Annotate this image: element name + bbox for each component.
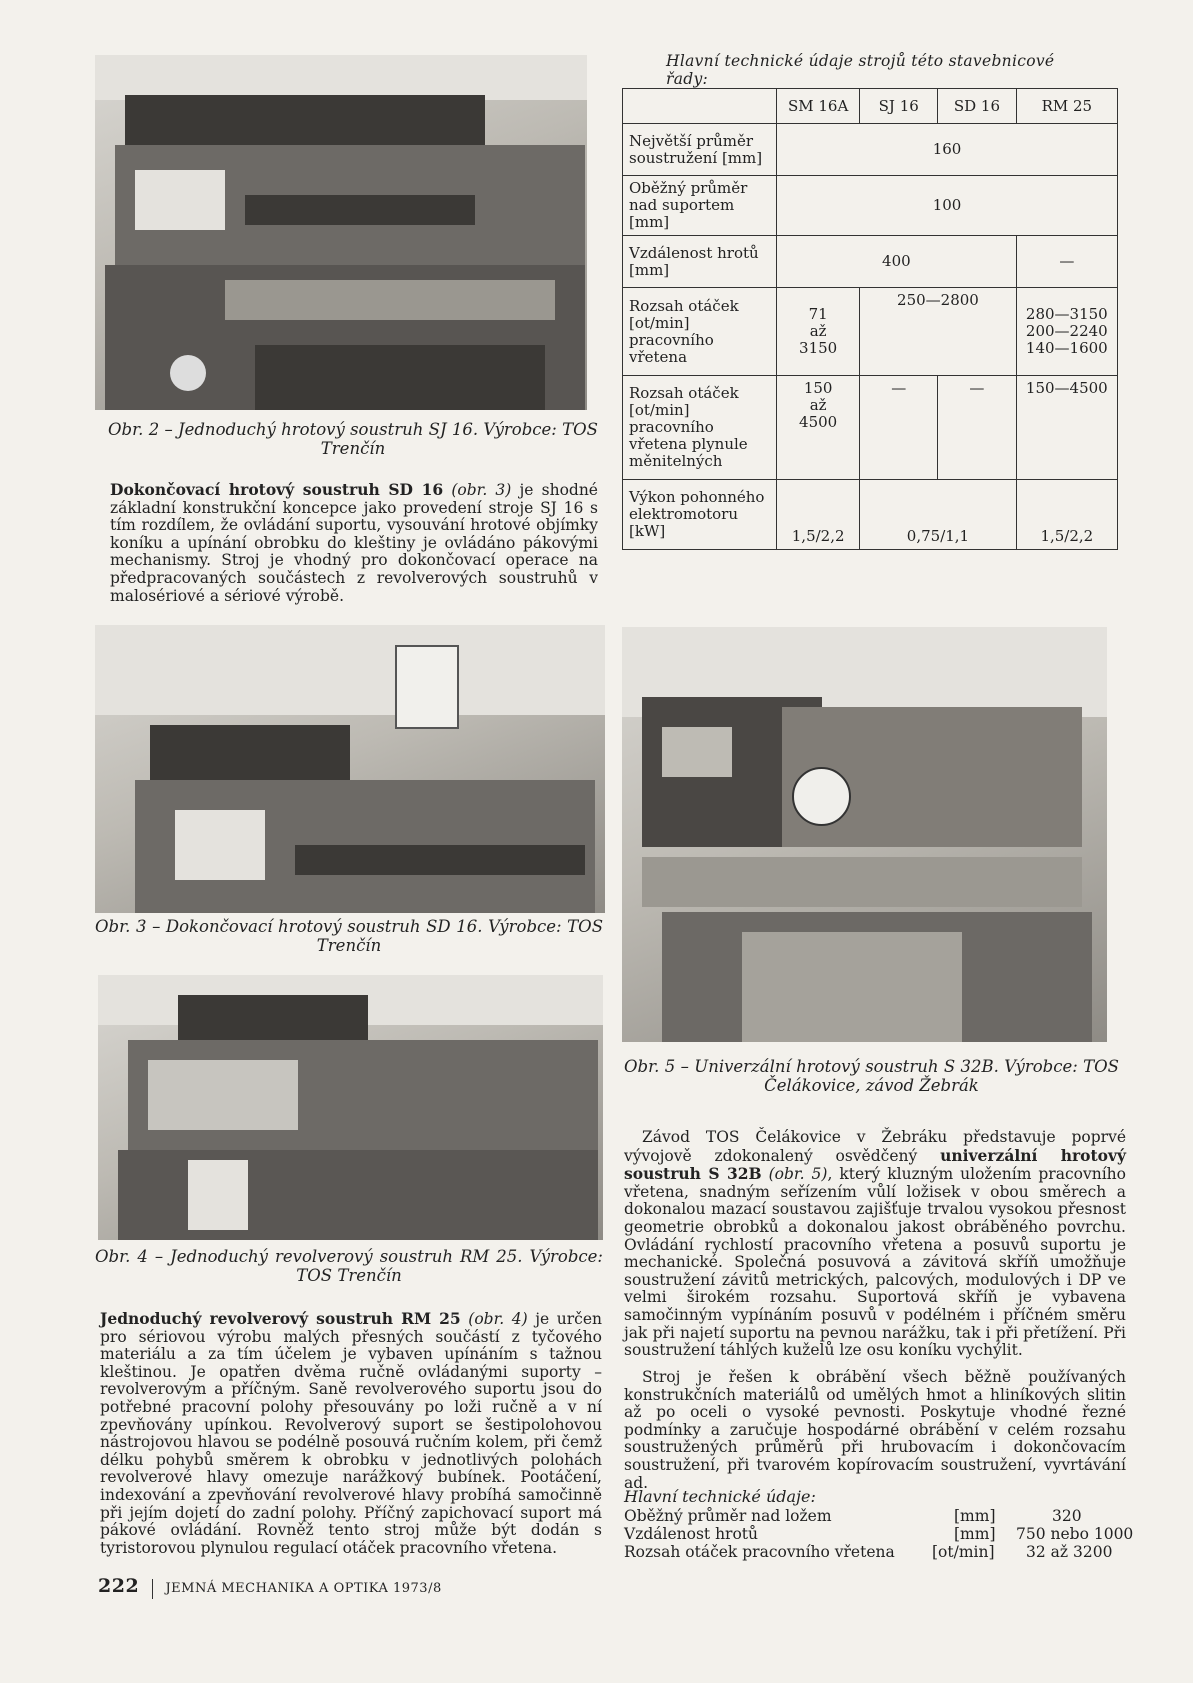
tech-heading: Hlavní technické údaje: bbox=[624, 1487, 816, 1506]
tech-unit: [ot/min] bbox=[932, 1543, 995, 1561]
cell-value: 150—4500 bbox=[1016, 376, 1117, 480]
page-number: 222 bbox=[98, 1575, 140, 1597]
cell-value: 1,5/2,2 bbox=[1016, 480, 1117, 550]
figure-2-photo bbox=[95, 55, 587, 410]
row-label: Rozsah otáček [ot/min] pracovního vřetena bbox=[623, 288, 777, 376]
table-row bbox=[623, 480, 1118, 550]
cell-value: 250—2800 bbox=[860, 288, 1016, 376]
tech-row bbox=[624, 1525, 1134, 1544]
cell-value: 71 až 3150 bbox=[777, 288, 860, 376]
sd16-heading: Dokončovací hrotový soustruh SD 16 bbox=[110, 480, 444, 499]
table-row bbox=[623, 376, 1118, 480]
row-label: Rozsah otáček [ot/min] pracovního vřetena plynule měnitelných bbox=[623, 376, 777, 480]
row-label: Oběžný průměr nad suportem [mm] bbox=[623, 176, 777, 236]
s32b-intro: Závod TOS Čelákovice v Žebráku představuje poprvé vývojově zdokonalený osvědčený bbox=[624, 1128, 1126, 1165]
s32b-heading: univerzální hrotový soustruh S 32B bbox=[624, 1145, 1126, 1184]
figure-5-photo bbox=[622, 627, 1107, 1042]
figure-5-caption: Obr. 5 – Univerzální hrotový soustruh S 32B. Výrobce: TOS Čelákovice, závod Žebrák bbox=[624, 1057, 1119, 1095]
rm25-paragraph bbox=[100, 1310, 602, 1557]
s32b-paragraph bbox=[624, 1129, 1126, 1360]
col-header-sj16: SJ 16 bbox=[860, 89, 938, 124]
rm25-text: je určen pro sériovou výrobu malých přesných součástí z tyčového materiálu a za tím účelem je vybaven upínáním s tažnou kleštinou. Je opatřen dvěma ručně ovládanými suporty – revolverovým a příčným. Saně revolverového suportu jsou do potřebné pracovní polohy přesouvány po loži ručně a v ní zpevňovány upínkou. Revolverový suport se šestipolohovou nástrojovou hlavou se podélně posouvá ručním kolem, při čemž délku pohybů směrem k obrobku v jednotlivých polohách revolverové hlavy omezuje narážkový bubínek. Pootáčení, indexování a zpevňování revolverové hlavy probíhá samočinně při jejím dojetí do zadní polohy. Příčný zapichovací suport má pákové ovládání. Rovněž tento stroj může být dodán s tyristorovou plynulou regulací otáček pracovního vřetena. bbox=[100, 1310, 603, 1557]
tech-value: 750 nebo 1000 bbox=[1016, 1525, 1134, 1543]
table-title: Hlavní technické údaje strojů této stavebnicové řady: bbox=[666, 52, 1055, 88]
col-header-sd16: SD 16 bbox=[938, 89, 1016, 124]
rm25-figure-ref: (obr. 4) bbox=[468, 1310, 528, 1328]
rm25-heading: Jednoduchý revolverový soustruh RM 25 bbox=[100, 1309, 461, 1328]
cell-value: — bbox=[860, 376, 938, 480]
cell-value: 400 bbox=[777, 236, 1017, 288]
s32b-figure-ref: (obr. 5) bbox=[768, 1165, 828, 1184]
sd16-paragraph bbox=[110, 481, 598, 605]
s32b-text: , který kluzným uložením pracovního vřetena, snadným seřízením vůlí ložisek v obou směrech a dokonalou mazací soustavou zajišťuje trvalou vysokou přesnost geometrie obrobků a dokonalou jakost obráběného povrchu. Ovládání rychlostí pracovního vřetena a posuvů suportu je mechanické. Společná posuvová a závitová skříň umožňuje soustružení závitů metrických, palcových, modulových i DP ve velmi širokém rozsahu. Suportová skříň je vybavena samočinným vypínáním posuvů v podélném i příčném směru jak při najetí suportu na pevnou narážku, tak i při přetížení. Při soustružení táhlých kuželů lze osu koníku vychýlit. bbox=[624, 1165, 1126, 1360]
tech-value: 320 bbox=[1052, 1507, 1082, 1525]
row-label: Výkon pohonného elektromotoru [kW] bbox=[623, 480, 777, 550]
table-row bbox=[623, 176, 1118, 236]
row-label: Vzdálenost hrotů [mm] bbox=[623, 236, 777, 288]
cell-value: 280—3150 200—2240 140—1600 bbox=[1016, 288, 1117, 376]
figure-4-caption: Obr. 4 – Jednoduchý revolverový soustruh RM 25. Výrobce: TOS Trenčín bbox=[95, 1247, 603, 1285]
figure-4-photo bbox=[98, 975, 603, 1240]
tech-unit: [mm] bbox=[954, 1525, 996, 1543]
figure-3-caption: Obr. 3 – Dokončovací hrotový soustruh SD 16. Výrobce: TOS Trenčín bbox=[95, 917, 603, 955]
table-row bbox=[623, 124, 1118, 176]
table-row bbox=[623, 236, 1118, 288]
table-row bbox=[623, 288, 1118, 376]
s32b-paragraph-2: Stroj je řešen k obrábění všech běžně používaných konstrukčních materiálů od umělých hmot a hliníkových slitin až po oceli o vysoké pevnosti. Poskytuje vhodné řezné podmínky a zaručuje hospodárné obrábění v celém rozsahu soustružených průměrů při hrubovacím i dokončovacím soustružení, při tvarovém kopírovacím soustružení, vyvrtávání ad. bbox=[624, 1368, 1126, 1492]
cell-value: 0,75/1,1 bbox=[860, 480, 1016, 550]
journal-name: JEMNÁ MECHANIKA A OPTIKA 1973/8 bbox=[165, 1581, 442, 1596]
cell-value: 160 bbox=[777, 124, 1118, 176]
cell-value: — bbox=[938, 376, 1016, 480]
sd16-figure-ref: (obr. 3) bbox=[451, 481, 512, 499]
tech-label: Oběžný průměr nad ložem bbox=[624, 1507, 832, 1525]
cell-value: 1,5/2,2 bbox=[777, 480, 860, 550]
tech-label: Vzdálenost hrotů bbox=[624, 1525, 759, 1543]
figure-3-photo bbox=[95, 625, 605, 913]
page-footer bbox=[98, 1575, 442, 1599]
tech-row bbox=[624, 1508, 1126, 1526]
tech-row bbox=[624, 1544, 1126, 1562]
row-label: Největší průměr soustružení [mm] bbox=[623, 124, 777, 176]
table-header-row bbox=[623, 89, 1118, 124]
cell-value: — bbox=[1016, 236, 1117, 288]
col-header-rm25: RM 25 bbox=[1016, 89, 1117, 124]
cell-value: 100 bbox=[777, 176, 1118, 236]
footer-divider bbox=[152, 1579, 153, 1599]
tech-value: 32 až 3200 bbox=[1026, 1543, 1113, 1561]
tech-label: Rozsah otáček pracovního vřetena bbox=[624, 1543, 895, 1561]
cell-value: 150 až 4500 bbox=[777, 376, 860, 480]
sd16-text: je shodné základní konstrukční koncepce jako provedení stroje SJ 16 s tím rozdílem, že ovládání suportu, vysouvání hrotové objímky koníku a upínání obrobku do kleštiny je ovládáno pákovými mechanismy. Stroj je vhodný pro dokončovací operace na předpracovaných součástech z revolverových soustruhů v malosériové a sériové výrobě. bbox=[110, 481, 598, 605]
tech-unit: [mm] bbox=[954, 1507, 996, 1525]
col-header-sm16a: SM 16A bbox=[777, 89, 860, 124]
figure-2-caption: Obr. 2 – Jednoduchý hrotový soustruh SJ 16. Výrobce: TOS Trenčín bbox=[108, 420, 598, 458]
spec-table bbox=[622, 88, 1118, 550]
